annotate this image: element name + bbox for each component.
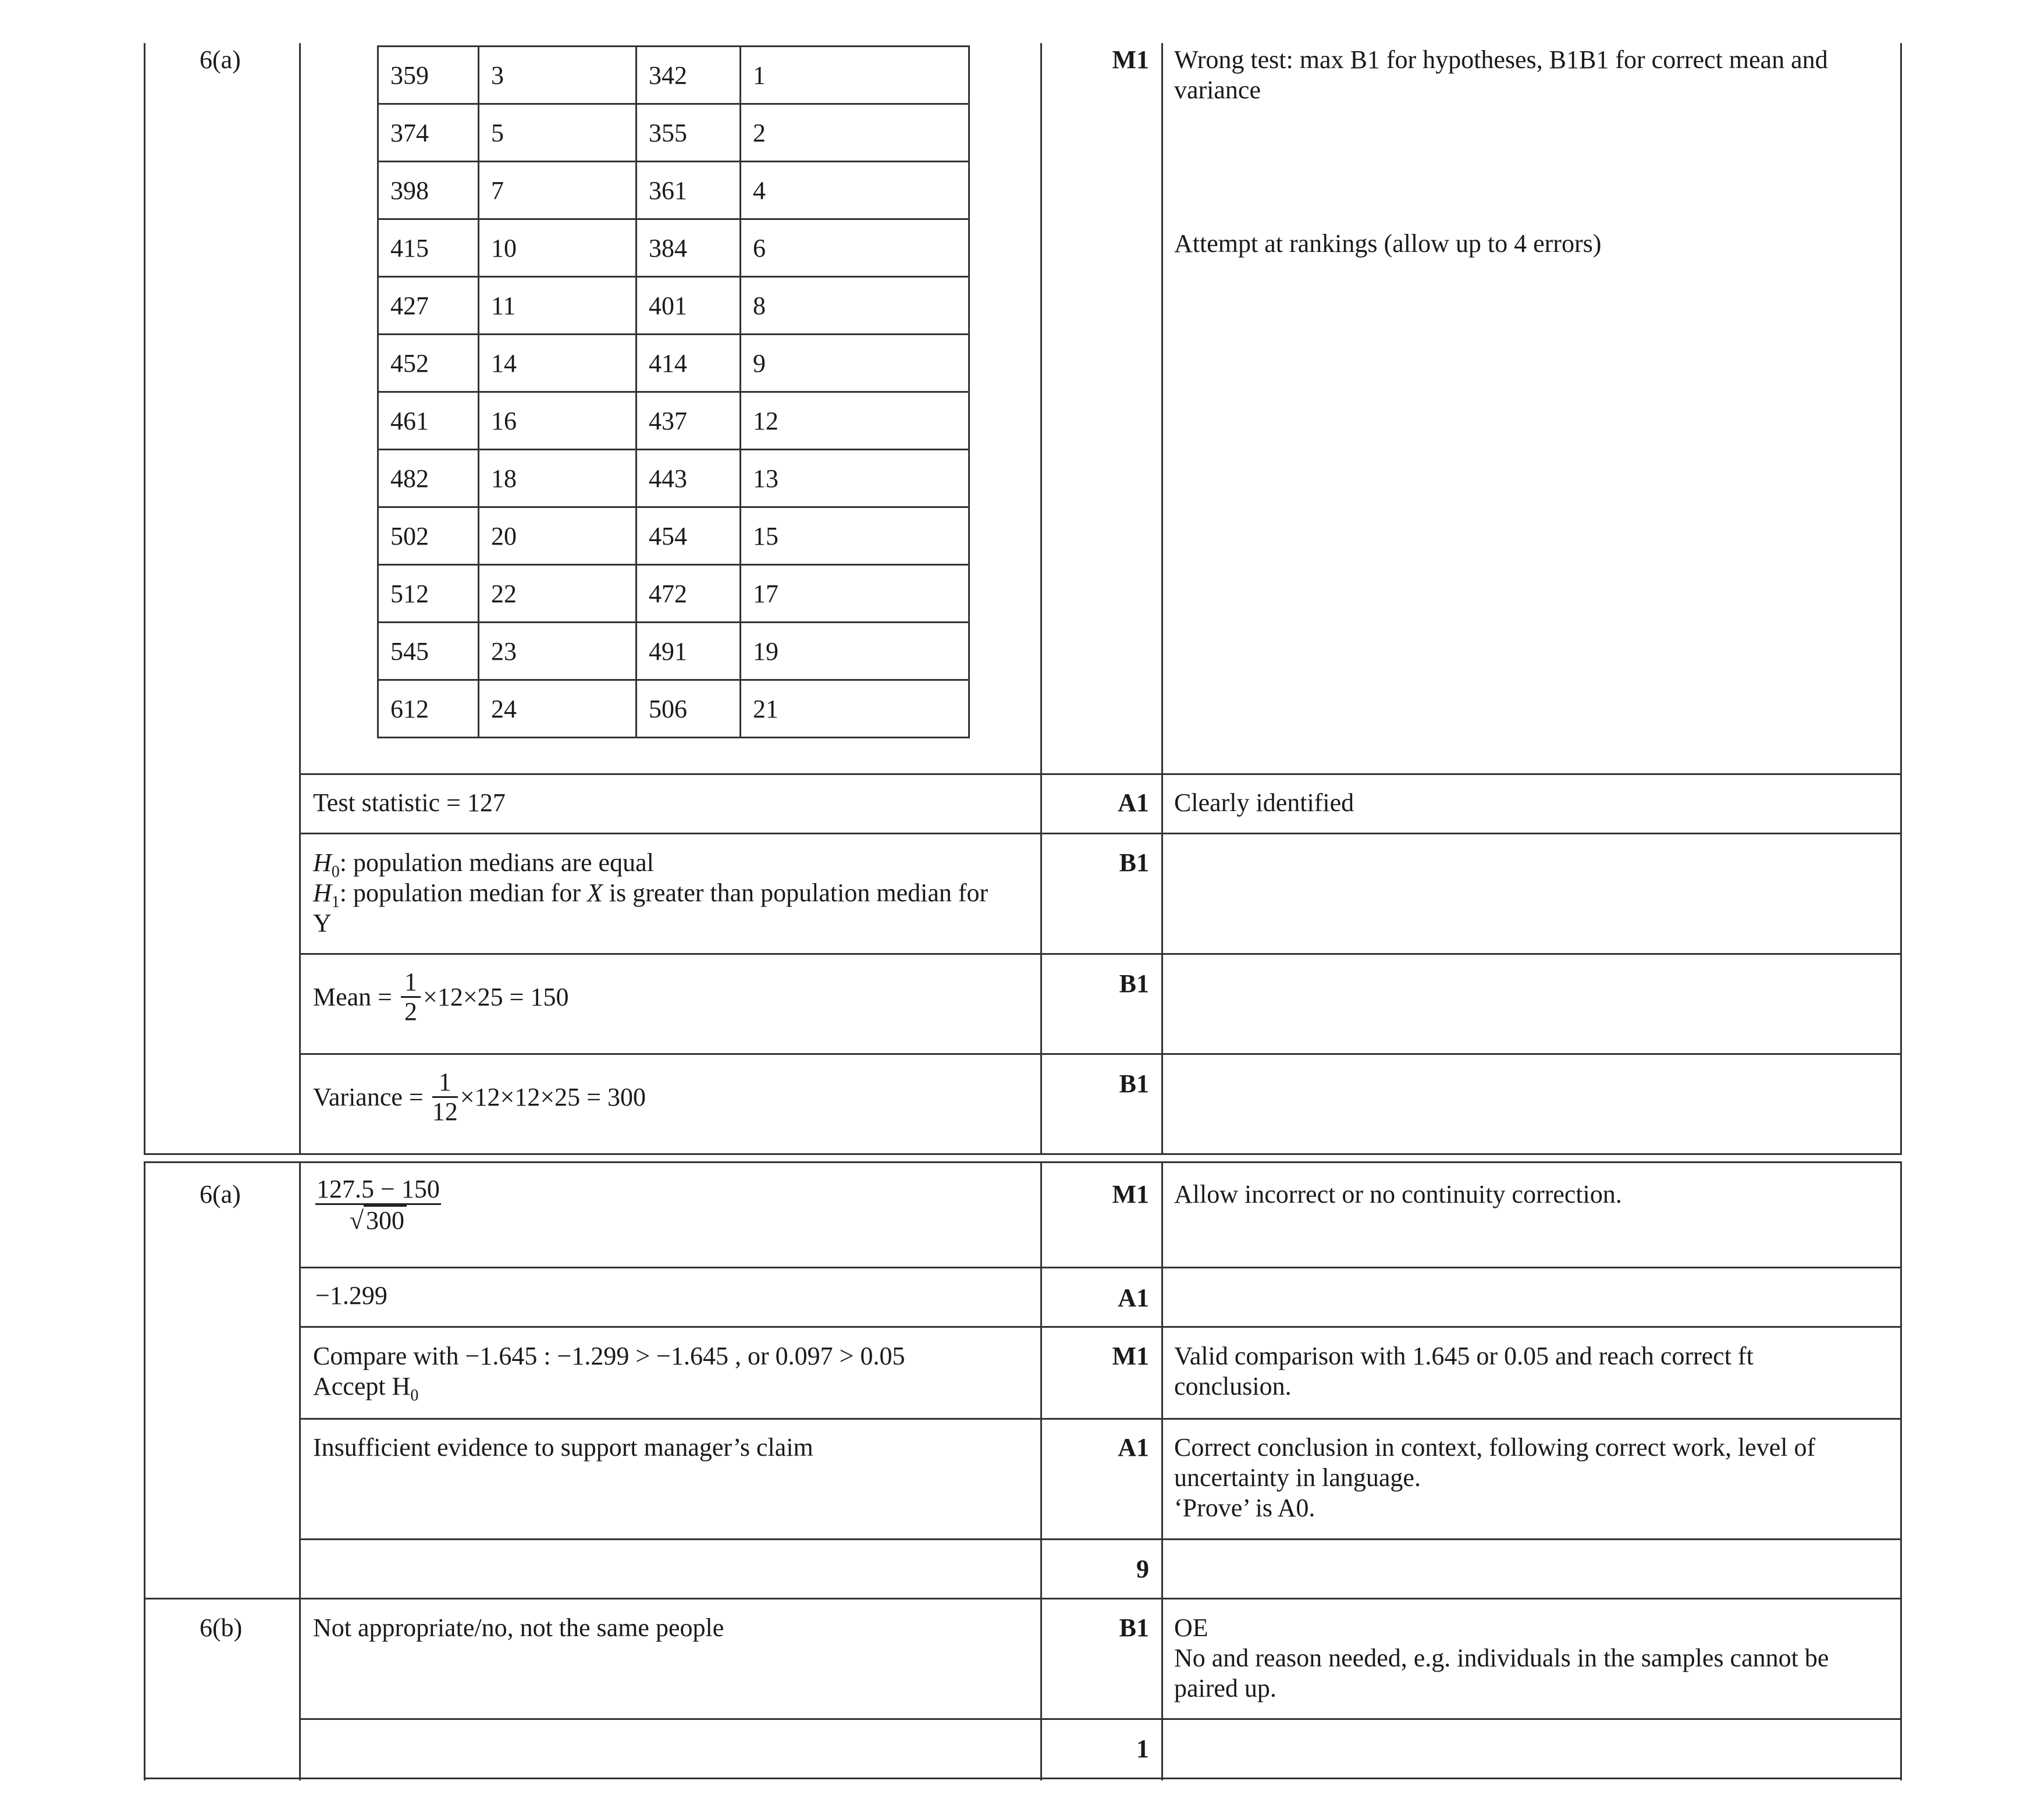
col-line-mark-lower [1161, 1161, 1163, 1780]
row-line [144, 1598, 1902, 1599]
h0-text: : population medians are equal [339, 848, 654, 877]
ranking-cell: 491 [637, 623, 741, 680]
ranking-row [378, 277, 969, 335]
ranking-cell: 472 [637, 565, 741, 623]
ranking-row [378, 507, 969, 565]
question-label: 6(a) [200, 45, 241, 74]
row-line [299, 1267, 1902, 1268]
ranking-cell: 2 [741, 104, 969, 162]
sqrt-value: 300 [364, 1205, 407, 1235]
ranking-cell: 443 [637, 450, 741, 507]
ranking-table [377, 45, 970, 738]
h0-symbol: H [313, 848, 332, 877]
row-line [299, 1326, 1902, 1328]
variance-expression: ×12×12×25 = 300 [460, 1083, 646, 1111]
ranking-cell: 8 [741, 277, 969, 335]
h1-text-b: is greater than population median for [602, 879, 989, 907]
ranking-cell: 437 [637, 392, 741, 450]
mean-label: Mean = [313, 983, 399, 1011]
ranking-cell: 512 [378, 565, 479, 623]
ranking-row [378, 47, 969, 104]
mark-a1: A1 [1118, 788, 1149, 817]
h1-symbol: H [313, 879, 332, 907]
ranking-cell: 398 [378, 162, 479, 219]
ranking-row [378, 680, 969, 738]
mark-b1-variance: B1 [1119, 1069, 1149, 1098]
ranking-cell: 482 [378, 450, 479, 507]
ranking-cell: 401 [637, 277, 741, 335]
ranking-cell: 18 [479, 450, 637, 507]
col-line-left-lower [144, 1161, 145, 1780]
ranking-table-body [378, 47, 969, 738]
row-line [299, 1418, 1902, 1420]
question-label: 6(b) [200, 1613, 243, 1642]
ranking-cell: 355 [637, 104, 741, 162]
mark-m1: M1 [1112, 45, 1149, 74]
guidance-wrong-test: Wrong test: max B1 for hypotheses, B1B1 for correct mean and [1174, 45, 1828, 74]
ranking-cell: 15 [741, 507, 969, 565]
guidance-comparison: Valid comparison with 1.645 or 0.05 and reach correct ft [1174, 1342, 1754, 1370]
mark-b1-hyp: B1 [1119, 848, 1149, 877]
ranking-cell: 415 [378, 219, 479, 277]
col-line-q [299, 43, 301, 1154]
ranking-cell: 12 [741, 392, 969, 450]
row-line-bottom [144, 1778, 1902, 1779]
ranking-cell: 461 [378, 392, 479, 450]
mark-total-6b: 1 [1136, 1734, 1149, 1763]
answer-test-statistic: Test statistic = 127 [313, 788, 506, 817]
ranking-row [378, 450, 969, 507]
guidance-rankings: Attempt at rankings (allow up to 4 errors) [1174, 229, 1602, 258]
guidance-conclusion-cont: uncertainty in language. [1174, 1463, 1421, 1492]
ranking-cell: 452 [378, 335, 479, 392]
answer-accept [313, 1371, 418, 1412]
ranking-cell: 20 [479, 507, 637, 565]
ranking-cell: 13 [741, 450, 969, 507]
ranking-row [378, 565, 969, 623]
h1-sub: 1 [331, 893, 340, 911]
h1-text-a: : population median for [339, 879, 588, 907]
h1-var: X [587, 879, 603, 907]
mark-a1-conclusion: A1 [1118, 1433, 1149, 1462]
mean-fraction [401, 968, 421, 1026]
col-line-right-lower [1900, 1161, 1902, 1780]
variance-label: Variance = [313, 1083, 430, 1111]
answer-conclusion: Insufficient evidence to support manager’s claim [313, 1433, 813, 1462]
variance-frac-den: 12 [432, 1097, 458, 1126]
row-line [299, 773, 1902, 775]
mark-m1-compare: M1 [1112, 1342, 1149, 1370]
guidance-conclusion: Correct conclusion in context, following correct work, level of [1174, 1433, 1816, 1462]
ranking-cell: 22 [479, 565, 637, 623]
guidance-wrong-test-cont: variance [1174, 76, 1261, 104]
ranking-cell: 24 [479, 680, 637, 738]
ranking-cell: 5 [479, 104, 637, 162]
col-line-answer [1040, 43, 1042, 1154]
ranking-cell: 16 [479, 392, 637, 450]
ranking-cell: 23 [479, 623, 637, 680]
answer-mean [313, 968, 568, 1026]
ranking-cell: 6 [741, 219, 969, 277]
row-line [299, 953, 1902, 955]
ranking-cell: 427 [378, 277, 479, 335]
ranking-cell: 7 [479, 162, 637, 219]
col-line-right [1900, 43, 1902, 1154]
row-line [299, 1538, 1902, 1540]
ranking-row [378, 623, 969, 680]
ranking-cell: 19 [741, 623, 969, 680]
ranking-cell: 545 [378, 623, 479, 680]
answer-variance [313, 1068, 646, 1126]
ranking-row [378, 104, 969, 162]
ranking-cell: 361 [637, 162, 741, 219]
mark-m1-standardise: M1 [1112, 1180, 1149, 1208]
guidance-continuity: Allow incorrect or no continuity correction. [1174, 1180, 1622, 1208]
guidance-oe: OE [1174, 1613, 1208, 1642]
answer-6b: Not appropriate/no, not the same people [313, 1613, 724, 1642]
ranking-cell: 506 [637, 680, 741, 738]
guidance-6b: No and reason needed, e.g. individuals in the samples cannot be [1174, 1644, 1829, 1672]
ranking-cell: 342 [637, 47, 741, 104]
ranking-cell: 21 [741, 680, 969, 738]
ranking-cell: 359 [378, 47, 479, 104]
answer-z-value: −1.299 [315, 1281, 387, 1310]
question-label: 6(a) [200, 1180, 241, 1208]
accept-text: Accept H [313, 1372, 411, 1400]
mark-b1-6b: B1 [1119, 1613, 1149, 1642]
section-divider [144, 1153, 1902, 1155]
accept-sub: 0 [410, 1386, 419, 1405]
row-line [299, 1718, 1902, 1720]
guidance-clearly-identified: Clearly identified [1174, 788, 1354, 817]
col-line-q-lower [299, 1161, 301, 1780]
ranking-cell: 454 [637, 507, 741, 565]
z-frac-den: √300 [315, 1205, 441, 1235]
ranking-cell: 11 [479, 277, 637, 335]
col-line-answer-lower [1040, 1161, 1042, 1780]
mark-a1-z: A1 [1118, 1284, 1149, 1312]
answer-h1-cont: Y [313, 909, 332, 937]
z-fraction [315, 1175, 441, 1235]
answer-h1 [313, 877, 988, 918]
variance-frac-num: 1 [432, 1068, 458, 1098]
mean-frac-den: 2 [404, 997, 417, 1026]
section-divider [144, 1161, 1902, 1163]
z-frac-num: 127.5 − 150 [315, 1175, 441, 1205]
guidance-6b-cont: paired up. [1174, 1674, 1276, 1702]
guidance-prove: ‘Prove’ is A0. [1174, 1494, 1315, 1522]
ranking-row [378, 392, 969, 450]
col-line-left [144, 43, 145, 1154]
ranking-cell: 17 [741, 565, 969, 623]
answer-standardise [315, 1175, 441, 1235]
ranking-cell: 14 [479, 335, 637, 392]
answer-compare: Compare with −1.645 : −1.299 > −1.645 , or 0.097 > 0.05 [313, 1342, 905, 1370]
row-line [299, 1053, 1902, 1055]
col-line-mark [1161, 43, 1163, 1154]
row-line [299, 833, 1902, 834]
ranking-cell: 612 [378, 680, 479, 738]
variance-fraction [432, 1068, 458, 1126]
ranking-row [378, 162, 969, 219]
ranking-row [378, 219, 969, 277]
mark-b1-mean: B1 [1119, 969, 1149, 998]
ranking-cell: 384 [637, 219, 741, 277]
mean-expression: ×12×25 = 150 [423, 983, 569, 1011]
ranking-row [378, 335, 969, 392]
ranking-cell: 502 [378, 507, 479, 565]
ranking-cell: 1 [741, 47, 969, 104]
ranking-cell: 9 [741, 335, 969, 392]
mark-total-6a: 9 [1136, 1555, 1149, 1583]
ranking-cell: 4 [741, 162, 969, 219]
mean-frac-num: 1 [401, 968, 421, 998]
ranking-cell: 10 [479, 219, 637, 277]
h0-sub: 0 [331, 862, 340, 881]
ranking-cell: 3 [479, 47, 637, 104]
ranking-cell: 414 [637, 335, 741, 392]
guidance-comparison-cont: conclusion. [1174, 1372, 1292, 1400]
ranking-cell: 374 [378, 104, 479, 162]
